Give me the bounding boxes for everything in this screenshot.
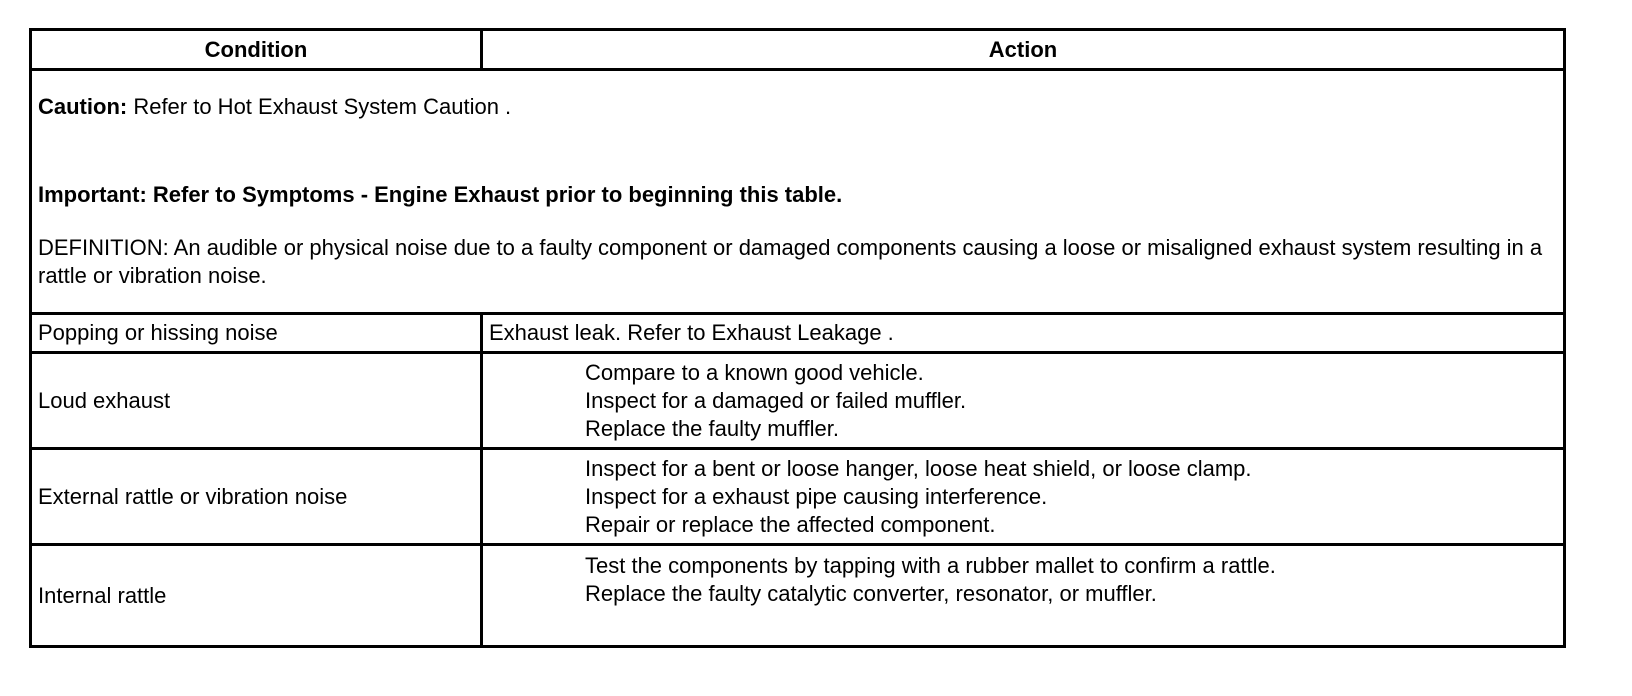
condition-cell: Loud exhaust — [31, 353, 482, 449]
action-steps — [489, 359, 1557, 443]
definition-note: DEFINITION: An audible or physical noise due to a faulty component or damaged components causing a loose or misaligned exhaust system resulting in a rattle or vibration noise. — [38, 235, 1543, 288]
action-cell: Exhaust leak. Refer to Exhaust Leakage . — [482, 314, 1565, 353]
table-row — [31, 449, 1565, 545]
table-row — [31, 353, 1565, 449]
action-step: Compare to a known good vehicle. — [585, 359, 924, 385]
action-cell — [482, 353, 1565, 449]
action-steps — [489, 455, 1557, 539]
action-step: Test the components by tapping with a rubber mallet to confirm a rattle. — [585, 553, 1276, 578]
condition-cell: Popping or hissing noise — [31, 314, 482, 353]
diagnostic-table — [29, 28, 1566, 648]
action-step: Replace the faulty catalytic converter, resonator, or muffler. — [585, 581, 1157, 606]
action-step: Inspect for a damaged or failed muffler. — [585, 387, 967, 413]
caution-label: Caution: — [38, 94, 128, 119]
important-note: Important: Refer to Symptoms - Engine Exhaust prior to beginning this table. — [38, 182, 843, 207]
action-step: Inspect for a bent or loose hanger, loose heat shield, or loose clamp. — [585, 455, 1252, 481]
header-row — [31, 30, 1565, 70]
note-cell — [31, 70, 1565, 314]
action-cell — [482, 545, 1565, 647]
table-row — [31, 314, 1565, 353]
caution-text: Refer to Hot Exhaust System Caution . — [127, 94, 512, 119]
caution-note — [38, 93, 1557, 121]
condition-cell: Internal rattle — [31, 545, 482, 647]
action-header: Action — [482, 30, 1565, 70]
note-row — [31, 70, 1565, 314]
action-cell — [482, 449, 1565, 545]
condition-cell: External rattle or vibration noise — [31, 449, 482, 545]
action-steps — [489, 552, 1557, 608]
action-step: Inspect for a exhaust pipe causing interference. — [585, 483, 1048, 509]
table-row — [31, 545, 1565, 647]
action-step: Replace the faulty muffler. — [585, 415, 839, 441]
condition-header: Condition — [31, 30, 482, 70]
action-step: Repair or replace the affected component. — [585, 511, 996, 537]
